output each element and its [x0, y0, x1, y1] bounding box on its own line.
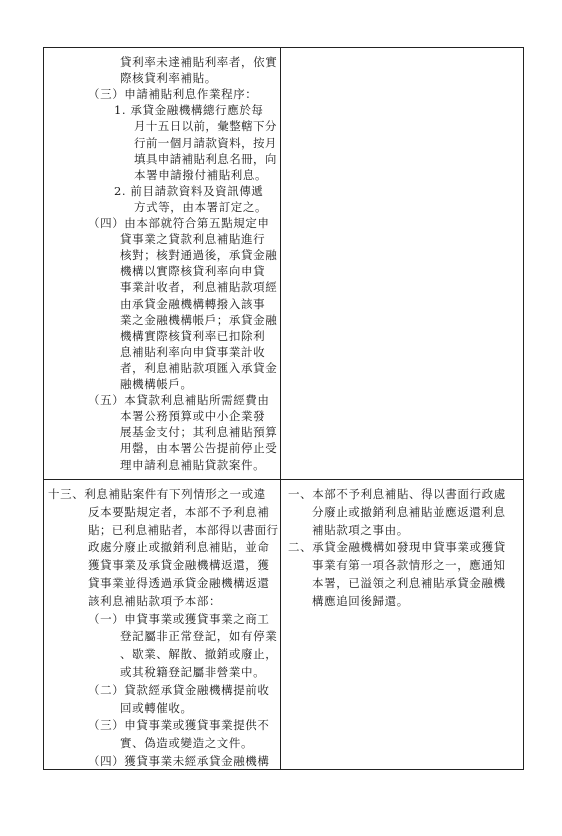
text-line: （五）本貸款利息補貼所需經費由: [88, 393, 270, 408]
text-line: 息補貼利率向申貸事業計收: [120, 344, 266, 359]
text-line: 業之金融機構帳戶；承貸金融: [120, 312, 278, 327]
text-line: 理申請利息補貼貸款案件。: [120, 457, 266, 472]
text-line: 十三、利息補貼案件有下列情形之一或違: [48, 487, 266, 501]
text-line: 或其稅籍登記屬非營業中。: [120, 665, 266, 679]
text-line: 補貼款項之事由。: [312, 522, 409, 537]
text-line: 行前一個月請款資料，按月: [134, 135, 277, 150]
text-line: （四）由本部就符合第五點規定申: [88, 216, 270, 230]
text-line: 本署公務預算或中小企業發: [120, 409, 266, 424]
text-line: 核對；核對通過後，承貸金融: [120, 248, 278, 263]
text-line: 構應追回後歸還。: [312, 593, 409, 608]
text-line: 貸利率未達補貼利率者，依實: [120, 55, 278, 69]
text-line: 1. 承貸金融機構總行應於每: [114, 103, 264, 118]
text-line: 由承貸金融機構轉撥入該事: [120, 296, 266, 311]
text-line: 貸事業並得透過承貸金融機構返還: [88, 576, 270, 590]
text-line: 該利息補貼款項予本部：: [88, 593, 222, 608]
text-line: （四）獲貸事業未經承貸金融機構: [88, 754, 270, 768]
text-line: 機構以實際核貸利率向申貸: [120, 264, 266, 279]
row-divider: [44, 479, 523, 480]
text-line: 登記屬非正常登記，如有停業: [120, 629, 278, 644]
text-line: 反本要點規定者，本部不予利息補: [88, 504, 270, 519]
text-line: 、歇業、解散、撤銷或廢止，: [120, 647, 278, 662]
text-line: 者，利息補貼款項匯入承貸金: [120, 360, 278, 375]
text-line: 政處分廢止或撤銷利息補貼，並命: [88, 540, 270, 555]
text-line: 2. 前目請款資料及資訊傳遞: [114, 183, 264, 198]
text-line: （二）貸款經承貸金融機構提前收: [88, 682, 270, 697]
text-line: 實、偽造或變造之文件。: [120, 736, 254, 751]
text-line: 貸事業之貸款利息補貼進行: [120, 232, 266, 247]
text-line: 獲貸事業及承貸金融機構返還，獲: [88, 558, 270, 573]
text-line: 分廢止或撤銷利息補貼並應返還利息: [312, 504, 506, 519]
text-line: （三）申請補貼利息作業程序：: [88, 87, 258, 102]
column-divider: [280, 48, 281, 769]
text-line: 月十五日以前，彙整轄下分: [134, 119, 277, 134]
text-line: （一）申貸事業或獲貸事業之商工: [88, 611, 270, 626]
text-line: 貼；已利息補貼者，本部得以書面行: [88, 522, 279, 537]
text-line: 用罄，由本署公告提前停止受: [120, 441, 278, 456]
text-line: 本署申請撥付補貼利息。: [134, 167, 268, 182]
text-line: 二、承貸金融機構如發現申貸事業或獲貸: [288, 540, 506, 555]
text-line: 機構實際核貸利率已扣除利: [120, 328, 266, 343]
text-line: 回或轉催收。: [120, 700, 193, 715]
text-line: 展基金支付；其利息補貼預算: [120, 425, 278, 440]
text-line: （三）申貸事業或獲貸事業提供不: [88, 718, 270, 733]
text-line: 填具申請補貼利息名冊，向: [134, 151, 277, 166]
text-line: 際核貸利率補貼。: [120, 71, 217, 86]
text-line: 事業有第一項各款情形之一，應通知: [312, 558, 506, 573]
text-line: 事業計收者，利息補貼款項經: [120, 280, 278, 295]
text-line: 方式等，由本署訂定之。: [134, 199, 268, 214]
document-table: [43, 47, 524, 770]
text-line: 一、本部不予利息補貼、得以書面行政處: [288, 487, 506, 501]
text-line: 融機構帳戶。: [120, 377, 193, 391]
text-line: 本署，已溢領之利息補貼承貸金融機: [312, 576, 506, 590]
